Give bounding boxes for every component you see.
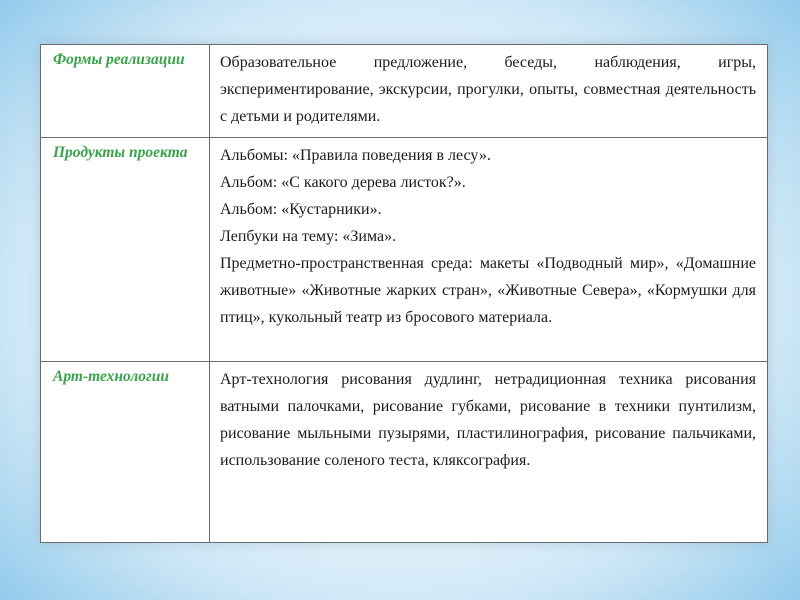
row-content (210, 138, 768, 362)
content-table (40, 44, 768, 543)
content-paragraph: Образовательное предложение, беседы, наблюдения, игры, экспериментирование, экскурсии, прогулки, опыты, совместная деятельность с детьми и родителями. (220, 54, 756, 125)
row-content (210, 45, 768, 138)
row-label: Продукты проекта (41, 138, 210, 362)
table-row (41, 362, 768, 543)
content-paragraph: Альбом: «С какого дерева листок?». (220, 174, 466, 191)
content-paragraph: Арт-технология рисования дудлинг, нетрадиционная техника рисования ватными палочками, рисование губками, рисование в техники пунтилизм, рисование мыльными пузырями, пластилинография, рисование пальчиками, использование соленого теста, кляксография. (220, 371, 756, 469)
content-paragraph: Лепбуки на тему: «Зима». (220, 228, 397, 245)
row-content (210, 362, 768, 543)
content-paragraph: Предметно-пространственная среда: макеты «Подводный мир», «Домашние животные» «Животные жарких стран», «Животные Севера», «Кормушки для птиц», кукольный театр из бросового материала. (220, 255, 756, 326)
content-paragraph: Альбом: «Кустарники». (220, 201, 382, 218)
table-row (41, 45, 768, 138)
row-label: Арт-технологии (41, 362, 210, 543)
table-row (41, 138, 768, 362)
row-label: Формы реализации (41, 45, 210, 138)
content-paragraph: Альбомы: «Правила поведения в лесу». (220, 147, 491, 164)
